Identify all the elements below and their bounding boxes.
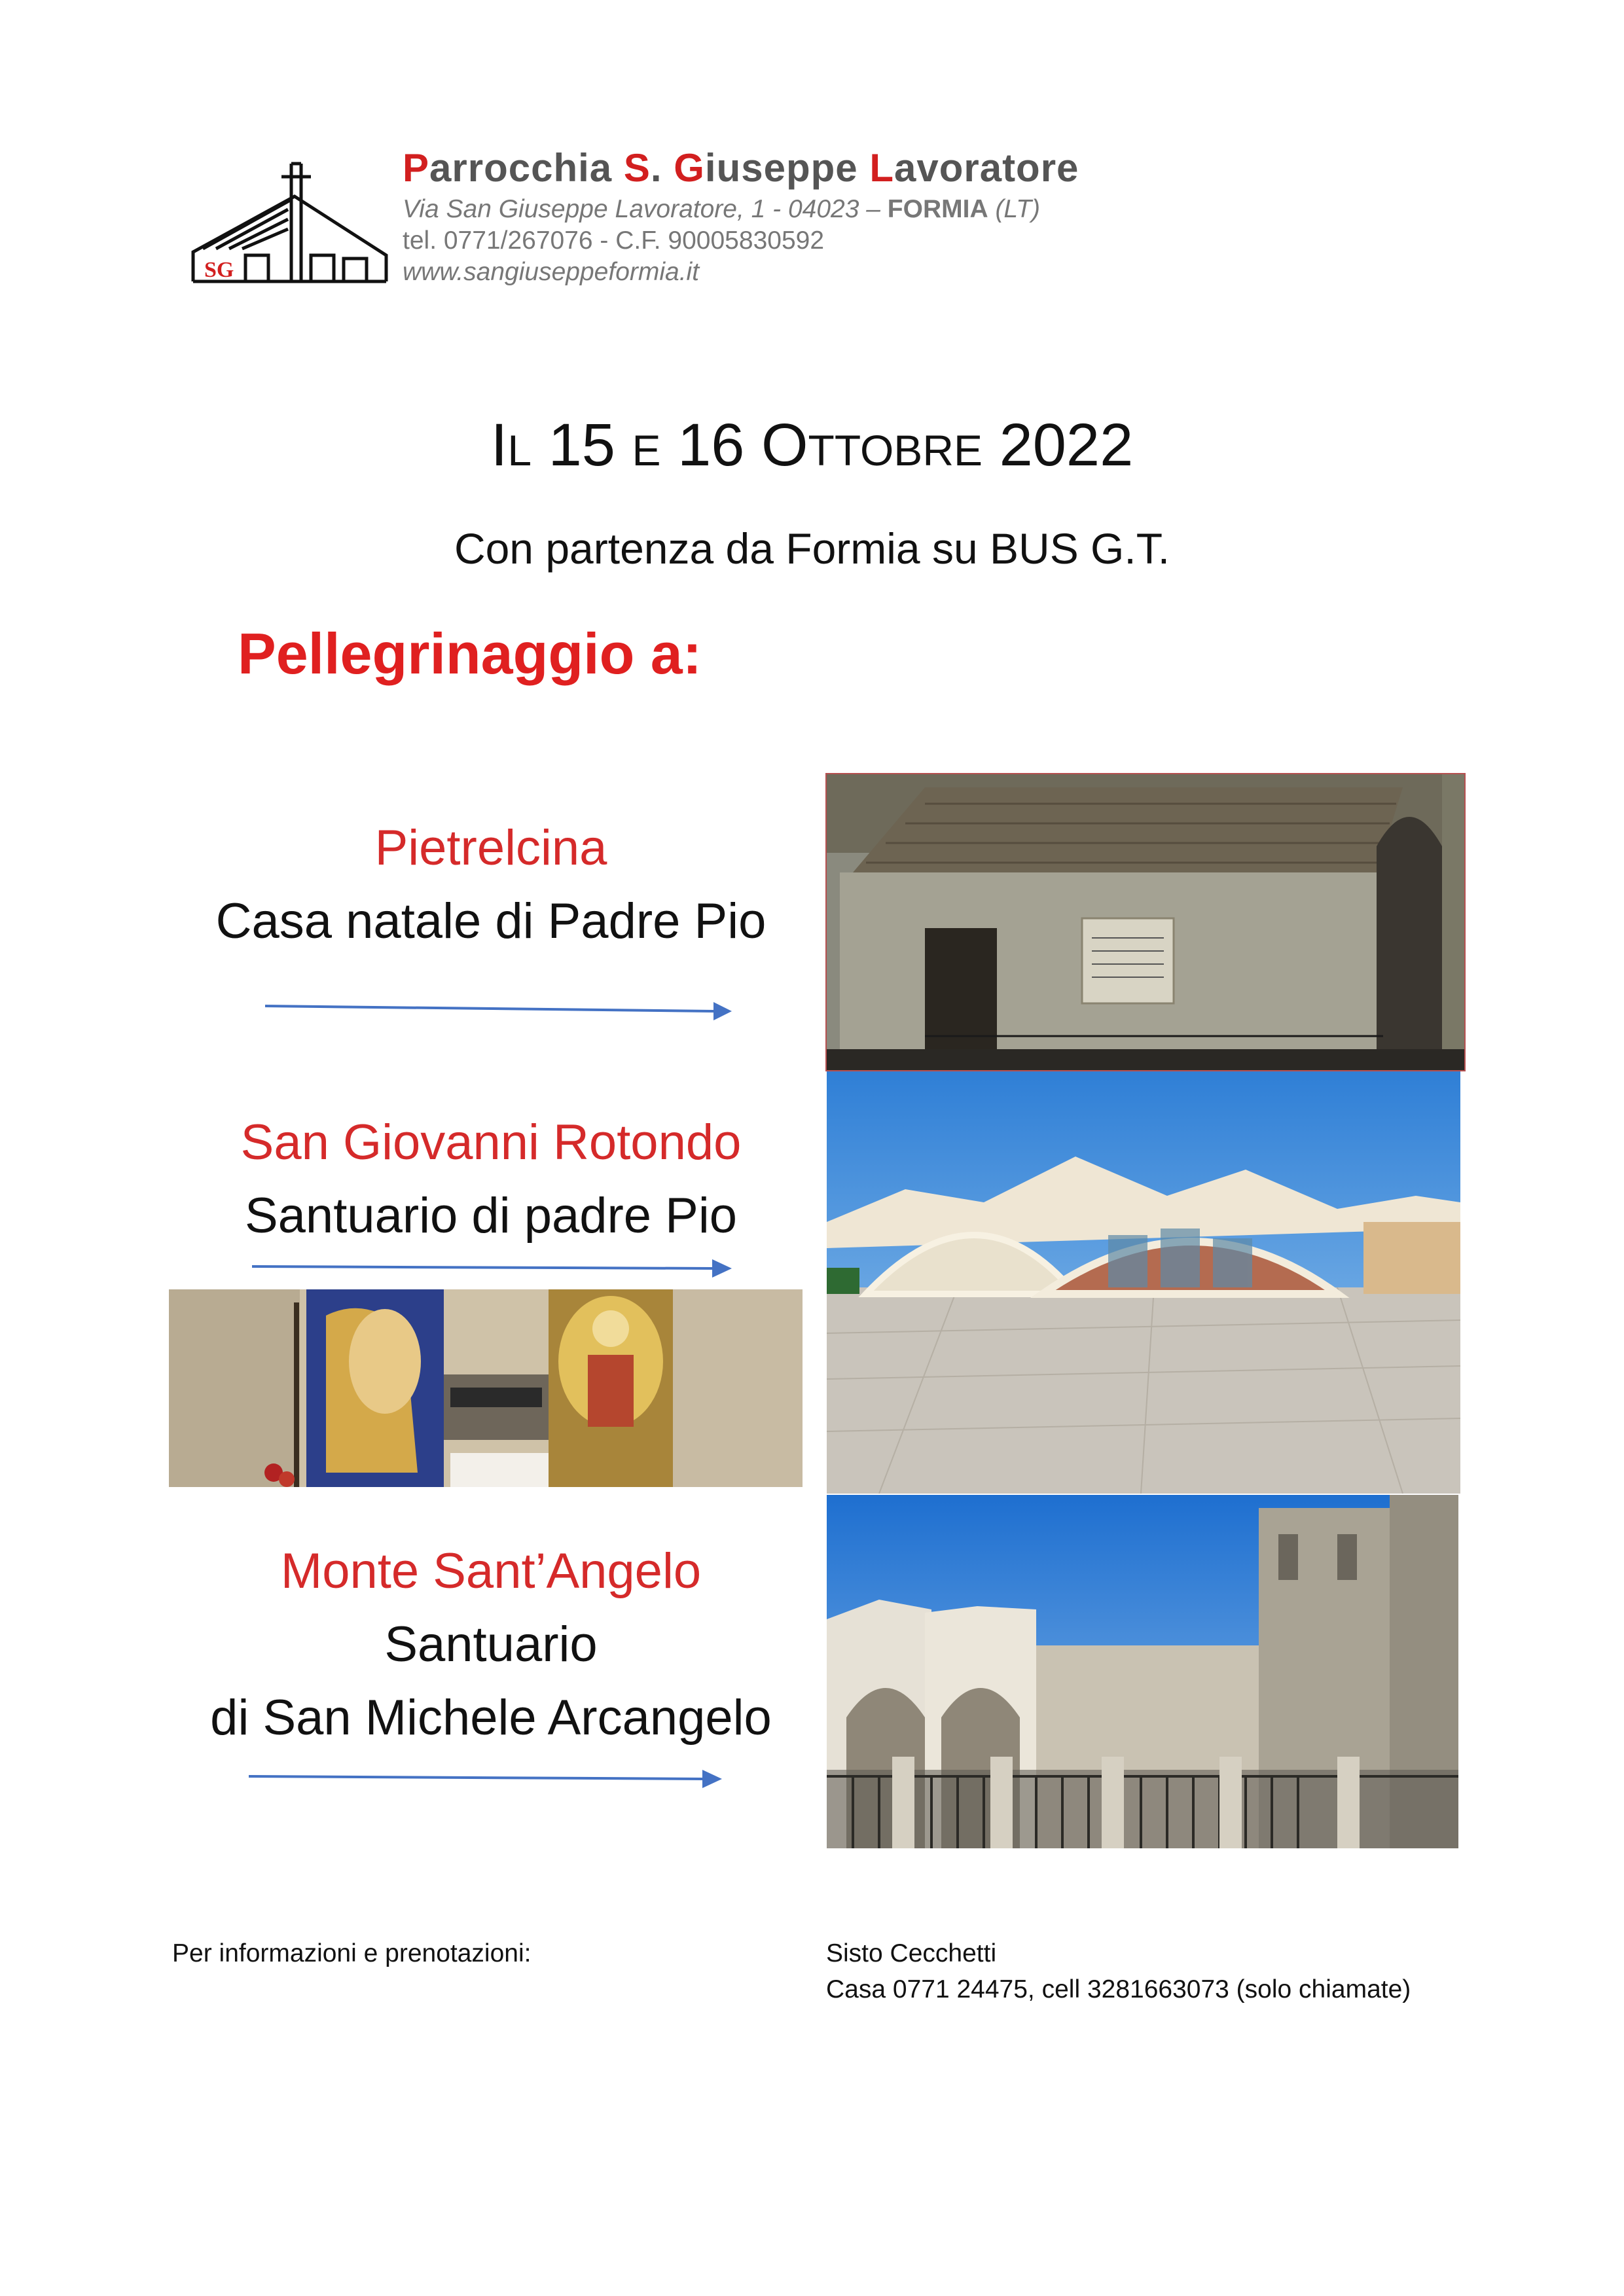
destination-pietrelcina bbox=[98, 812, 884, 958]
photo-pietrelcina-house bbox=[827, 774, 1464, 1070]
destination-san-giovanni-rotondo bbox=[98, 1106, 884, 1253]
destination-description: Santuario di padre Pio bbox=[244, 1188, 738, 1244]
parish-phone: tel. 0771/267076 - C.F. 90005830592 bbox=[403, 226, 825, 255]
destination-monte-santangelo bbox=[98, 1535, 884, 1755]
svg-text:SG: SG bbox=[204, 258, 234, 282]
destination-place: San Giovanni Rotondo bbox=[240, 1115, 742, 1170]
parish-name: Parrocchia S. Giuseppe Lavoratore bbox=[403, 146, 1079, 190]
contact-phones: Casa 0771 24475, cell 3281663073 (solo chiamate) bbox=[826, 1975, 1411, 2003]
destination-description-line2: di San Michele Arcangelo bbox=[210, 1690, 772, 1746]
contact-name: Sisto Cecchetti bbox=[826, 1939, 997, 1967]
destination-place: Pietrelcina bbox=[374, 820, 607, 876]
parish-address: Via San Giuseppe Lavoratore, 1 - 04023 – FORMIA (LT) bbox=[403, 195, 1041, 223]
departure-info: Con partenza da Formia su BUS G.T. bbox=[454, 524, 1170, 573]
photo-monte-santangelo-sanctuary bbox=[827, 1495, 1458, 1848]
arrow-right-icon bbox=[262, 992, 733, 1024]
arrow-right-icon bbox=[245, 1761, 723, 1793]
destination-description: Santuario bbox=[384, 1617, 598, 1672]
photo-crypt-mosaic bbox=[169, 1289, 803, 1487]
church-logo bbox=[190, 157, 393, 288]
info-label: Per informazioni e prenotazioni: bbox=[172, 1939, 532, 1967]
event-date: IL 15 E 16 OTTOBRE 2022 bbox=[490, 412, 1134, 478]
destination-description: Casa natale di Padre Pio bbox=[215, 893, 767, 949]
pilgrimage-heading: Pellegrinaggio a: bbox=[238, 621, 702, 686]
city: FORMIA bbox=[887, 195, 988, 223]
arrow-right-icon bbox=[249, 1250, 733, 1283]
destination-place: Monte Sant’Angelo bbox=[280, 1543, 702, 1599]
parish-website[interactable]: www.sangiuseppeformia.it bbox=[403, 258, 700, 286]
photo-san-giovanni-rotondo-sanctuary bbox=[827, 1071, 1460, 1494]
